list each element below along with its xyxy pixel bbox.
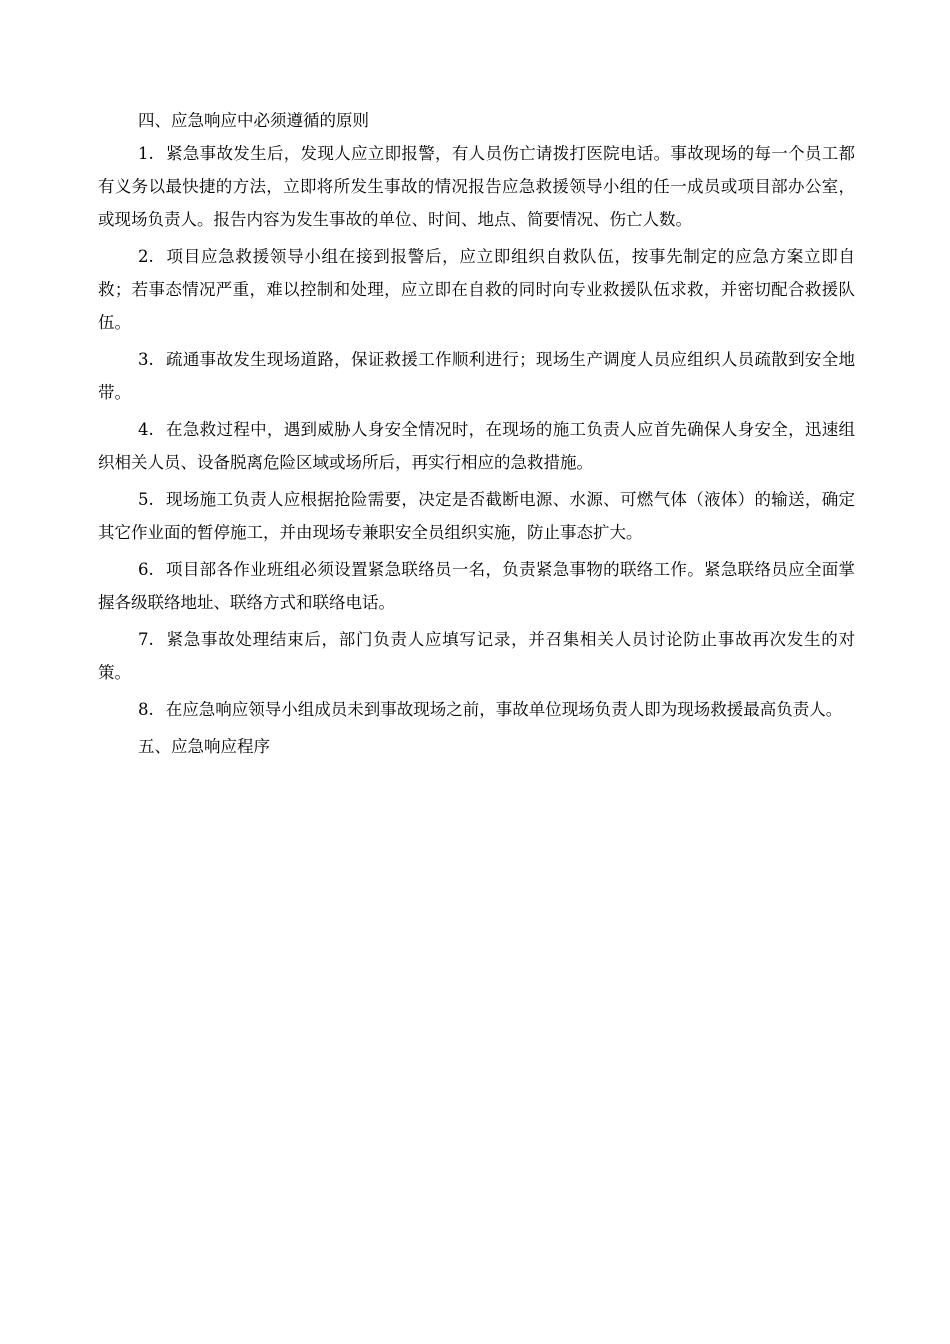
section-heading: 四、应急响应中必须遵循的原则 xyxy=(138,111,369,130)
item-text: 在应急响应领导小组成员未到事故现场之前，事故单位现场负责人即为现场救援最高负责人。 xyxy=(165,700,843,719)
item-text: 在急救过程中，遇到威胁人身安全情况时，在现场的施工负责人应首先确保人身安全，迅速组织相关人员、设备脱离危险区域或场所后，再实行相应的急救措施。 xyxy=(98,420,855,472)
item-number: 6. xyxy=(138,560,154,579)
item-number: 2. xyxy=(138,247,154,266)
item-number: 8. xyxy=(138,700,154,719)
item-text: 项目应急救援领导小组在接到报警后，应立即组织自救队伍，按事先制定的应急方案立即自救；若事态情况严重，难以控制和处理，应立即在自救的同时向专业救援队伍求救，并密切配合救援队伍。 xyxy=(98,247,855,332)
principle-item xyxy=(98,137,855,236)
item-text: 紧急事故发生后，发现人应立即报警，有人员伤亡请拨打医院电话。事故现场的每一个员工都有义务以最快捷的方法，立即将所发生事故的情况报告应急救援领导小组的任一成员或项目部办公室，或现场负责人。报告内容为发生事故的单位、时间、地点、简要情况、伤亡人数。 xyxy=(98,144,855,229)
item-number: 4. xyxy=(138,420,154,439)
principle-item xyxy=(98,483,855,549)
section-heading: 五、应急响应程序 xyxy=(138,737,270,756)
item-number: 3. xyxy=(138,350,154,369)
item-text: 紧急事故处理结束后，部门负责人应填写记录，并召集相关人员讨论防止事故再次发生的对策。 xyxy=(98,630,855,682)
principle-item xyxy=(98,623,855,689)
principle-item xyxy=(98,240,855,339)
item-number: 1. xyxy=(138,144,154,163)
document-body xyxy=(98,104,855,763)
item-text: 项目部各作业班组必须设置紧急联络员一名，负责紧急事物的联络工作。紧急联络员应全面掌握各级联络地址、联络方式和联络电话。 xyxy=(98,560,855,612)
principle-item xyxy=(98,413,855,479)
item-text: 疏通事故发生现场道路，保证救援工作顺利进行；现场生产调度人员应组织人员疏散到安全地带。 xyxy=(98,350,855,402)
principle-item xyxy=(98,553,855,619)
principle-item xyxy=(98,693,855,726)
principle-item xyxy=(98,343,855,409)
item-text: 现场施工负责人应根据抢险需要，决定是否截断电源、水源、可燃气体（液体）的输送，确定其它作业面的暂停施工，并由现场专兼职安全员组织实施，防止事态扩大。 xyxy=(98,490,855,542)
item-number: 5. xyxy=(138,490,154,509)
item-number: 7. xyxy=(138,630,154,649)
